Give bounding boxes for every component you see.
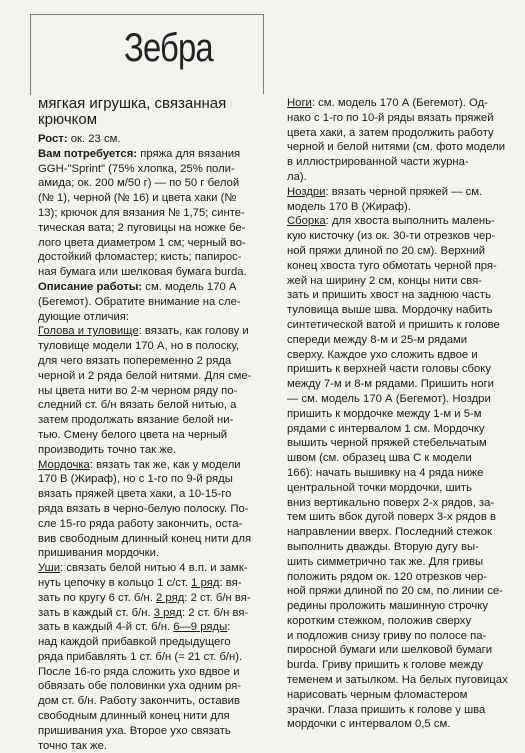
text-line: амида; ок. 200 м/50 г) — по 50 г белой bbox=[38, 177, 240, 190]
nostrils-label: Ноздри bbox=[287, 185, 326, 198]
text-line: и подложив снизу гриву по полосе па- bbox=[287, 629, 487, 642]
assembly-label: Сборка bbox=[287, 215, 326, 228]
text-line: burda. Гриву пришить к голове между bbox=[287, 659, 484, 672]
text-line: : 2 ст. б/н вя- bbox=[184, 591, 251, 604]
text-line: затем продолжать вязание белой ни- bbox=[38, 414, 234, 427]
text-line: : см. модель 170 А (Бегемот). Од- bbox=[311, 97, 488, 109]
text-line: тическая вата; 2 пуговицы на ножке бе- bbox=[38, 221, 246, 234]
left-column bbox=[38, 96, 270, 753]
text-line: следний ст. б/н вязать белой нитью, а bbox=[38, 399, 237, 412]
row-label: 1 ряд bbox=[191, 576, 220, 589]
text-line: редины проложить машинную строчку bbox=[287, 600, 488, 613]
text-line: жей на ширину 2 см, концы нити свя- bbox=[287, 274, 482, 287]
subtitle-line: мягкая игрушка, связанная bbox=[38, 95, 227, 112]
text-line: (Бегемот). Обратите внимание на сле- bbox=[38, 295, 241, 308]
text-line: спереди между 8-м и 25-м рядами bbox=[287, 333, 468, 346]
text-line: конец хвоста туго обмотать черной пря- bbox=[287, 259, 497, 272]
text-line: направлении вверх. Последний стежок bbox=[287, 526, 492, 539]
text-line: пришивания мордочки. bbox=[38, 547, 160, 560]
text-line: дующие отличия: bbox=[38, 310, 130, 323]
description-paragraph bbox=[38, 280, 270, 324]
text-line: ной пряжи длиной по 20 см). Верхний bbox=[287, 244, 486, 257]
text-line: зать по кругу 6 ст. б/н. bbox=[38, 591, 156, 604]
height-value: ок. 23 см. bbox=[67, 133, 121, 145]
text-line: : вя- bbox=[219, 576, 242, 589]
text-line: модель 170 В (Жираф). bbox=[287, 200, 411, 213]
text-line: 166): начать вышивку на 4 ряда ниже bbox=[287, 466, 484, 479]
legs-paragraph bbox=[287, 96, 506, 185]
text-line: см. модель 170 А bbox=[142, 280, 237, 293]
text-line: положить рядом ок. 120 отрезков чер- bbox=[287, 570, 488, 583]
ears-paragraph: Уши: связать белой нитью 4 в.п. и замк- нуть цепочку в кольцо 1 с/ст. 1 ряд: вя- зать по кругу 6 ст. б/н. 2 ряд: 2 ст. б/н вя- зать в каждый ст. б/н. 3 ряд: 2 ст. б/н вя- зать в каждый 4-й ст. б/н. 6—9 ряды: над каждой прибавкой предыдущего ряда прибавлять 1 ст. б/н (= 21 ст. б/н). После 16-го ряда сложить ухо вдвое и обвязать обе половинки уха одним ря- дом ст. б/н. Работу закончить, оставив свободным длинный конец нити для пришивания уха. Второе ухо связать точно так же. bbox=[38, 561, 270, 753]
subtitle-line: крючком bbox=[38, 111, 98, 128]
text-line: синтетической ватой и пришить к голове bbox=[287, 318, 500, 331]
assembly-paragraph bbox=[287, 214, 508, 732]
text-line: черной и белой нитями (см. фото модели bbox=[287, 141, 506, 154]
row-label: 3 ряд bbox=[153, 606, 183, 619]
text-line: сверху. Каждое ухо сложить вдвое и bbox=[287, 348, 478, 361]
text-line: нуть цепочку в кольцо 1 с/ст. bbox=[38, 576, 192, 589]
text-line: достойкий фломастер; кисть; папирос- bbox=[38, 251, 242, 264]
text-line: ны цвета нити во 2-м черном ряду по- bbox=[38, 384, 238, 397]
text-line: — см. модель 170 А (Бегемот). Ноздри bbox=[287, 392, 491, 405]
text-line: ряда прибавлять 1 ст. б/н (= 21 ст. б/н). bbox=[38, 650, 243, 663]
text-line: дом ст. б/н. Работу закончить, оставив bbox=[38, 695, 240, 708]
text-line: вязать пряжей цвета хаки, а 10-15-го bbox=[38, 488, 232, 501]
text-line: вниз вертикально поверх 2-х рядов, за- bbox=[287, 496, 495, 509]
right-column bbox=[287, 96, 508, 732]
text-line: выполнить дважды. Вторую дугу вы- bbox=[287, 540, 479, 553]
text-line: швом (см. образец шва С к модели bbox=[287, 452, 472, 465]
text-line: лого цвета диаметром 1 см; черный во- bbox=[38, 236, 246, 249]
text-line: для чего вязать попеременно 2 ряда bbox=[38, 354, 232, 367]
description-label: Описание работы: bbox=[38, 280, 143, 293]
nostrils-paragraph bbox=[287, 185, 499, 215]
text-line: : связать белой нитью 4 в.п. и замк- bbox=[60, 562, 248, 575]
text-line: ряда вязать в черно-белую полоску. По- bbox=[38, 502, 249, 515]
text-line: свободным длинный конец нити для bbox=[38, 710, 230, 723]
text-line: 170 В (Жираф), но с 1-го по 9-й ряды bbox=[38, 473, 233, 486]
text-line: тем шить вбок дугой поверх 3-х рядов в bbox=[287, 511, 496, 524]
text-line: нарисовать черным фломастером bbox=[287, 688, 468, 701]
text-line: над каждой прибавкой предыдущего bbox=[38, 636, 231, 649]
text-line: ной пряжи длиной по 20 см, по линии се- bbox=[287, 585, 503, 598]
text-line: цвета хаки, а затем продолжить работу bbox=[287, 126, 494, 139]
text-line: центральной точки мордочки, шить bbox=[287, 481, 472, 494]
text-line: пришить к мордочке между 1-м и 5-м bbox=[287, 407, 482, 420]
text-line: ная бумага или шелковая бумага burda. bbox=[38, 266, 247, 279]
muzzle-label: Мордочка bbox=[38, 458, 90, 471]
text-line: туловище модели 170 А, но в полоску, bbox=[38, 340, 240, 353]
row-label: 6—9 ряды bbox=[173, 621, 228, 634]
materials-paragraph bbox=[38, 147, 270, 280]
text-line: между 7-м и 8-м рядами. Пришить ноги bbox=[287, 378, 494, 391]
text-line: пришивания уха. Второе ухо связать bbox=[38, 724, 231, 737]
muzzle-paragraph bbox=[38, 458, 270, 562]
ears-label: Уши bbox=[38, 562, 61, 575]
text-line: кую кисточку (из ок. 30-ти отрезков чер- bbox=[287, 230, 496, 243]
head-label: Голова и туловище bbox=[38, 325, 139, 338]
text-line: пришить к верхней части головы сбоку bbox=[287, 363, 492, 376]
text-line: зать и пришить хвост на заднюю часть bbox=[287, 289, 491, 302]
text-line: зать в каждый ст. б/н. bbox=[38, 606, 154, 619]
page-title: Зебра bbox=[124, 26, 213, 70]
head-paragraph bbox=[38, 324, 270, 457]
materials-label: Вам потребуется: bbox=[38, 147, 138, 160]
text-line: коротким стежком, положив сверху bbox=[287, 614, 472, 627]
text-line: производить точно так же. bbox=[38, 443, 177, 456]
text-line: : вязать черной пряжей — см. bbox=[325, 185, 483, 198]
text-line: пряжа для вязания bbox=[137, 147, 241, 160]
text-line: тью. Смену белого цвета на черный bbox=[38, 428, 228, 441]
text-line: мордочки с интервалом 0,5 см. bbox=[287, 718, 451, 731]
text-line: шить симметрично так же. Для гривы bbox=[287, 555, 484, 568]
text-line: : вязать так же, как у модели bbox=[89, 458, 241, 471]
title-divider bbox=[263, 14, 264, 94]
text-line: вышить черной пряжей стебельчатым bbox=[287, 437, 487, 450]
text-line: пиросной бумаги или шелковой бумаги bbox=[287, 644, 493, 657]
text-line: рядами с интервалом 1 см. Мордочку bbox=[287, 422, 485, 435]
text-line: ла). bbox=[287, 170, 307, 183]
text-line: нако с 1-го по 10-й ряды вязать пряжей bbox=[287, 111, 494, 124]
row-label: 2 ряд bbox=[156, 591, 185, 604]
text-line: : для хвоста выполнить малень- bbox=[325, 215, 495, 228]
text-line: в иллюстрированной части журна- bbox=[287, 156, 469, 169]
text-line: : вязать, как голову и bbox=[138, 325, 249, 338]
text-line: туловища выше шва. Мордочку набить bbox=[287, 304, 493, 317]
text-line: точно так же. bbox=[38, 739, 108, 752]
text-line: теменем и затылком. На белых пуговицах bbox=[287, 674, 508, 687]
text-line: 13); крючок для вязания № 1,75; синте- bbox=[38, 206, 245, 219]
text-line: черной и 2 ряда белой нитями. Для сме- bbox=[38, 369, 252, 382]
text-line: сле 15-го ряда работу закончить, оста- bbox=[38, 517, 243, 530]
subtitle bbox=[38, 96, 270, 128]
text-line: зрачки. Глаза пришить к голове у шва bbox=[287, 703, 486, 716]
height-paragraph bbox=[38, 132, 270, 147]
text-line: : 2 ст. б/н вя- bbox=[182, 606, 249, 619]
height-label: Рост: bbox=[38, 133, 68, 145]
text-line: зать в каждый 4-й ст. б/н. bbox=[38, 621, 174, 634]
text-line: GGH-"Sprint" (75% хлопка, 25% поли- bbox=[38, 162, 235, 175]
text-line: вив свободным длинный конец нити для bbox=[38, 532, 252, 545]
text-line: обвязать обе половинки уха одним ря- bbox=[38, 680, 242, 693]
legs-label: Ноги bbox=[287, 97, 312, 109]
text-line: После 16-го ряда сложить ухо вдвое и bbox=[38, 665, 240, 678]
text-line: (№ 1), черной (№ 16) и цвета хаки (№ bbox=[38, 192, 237, 205]
